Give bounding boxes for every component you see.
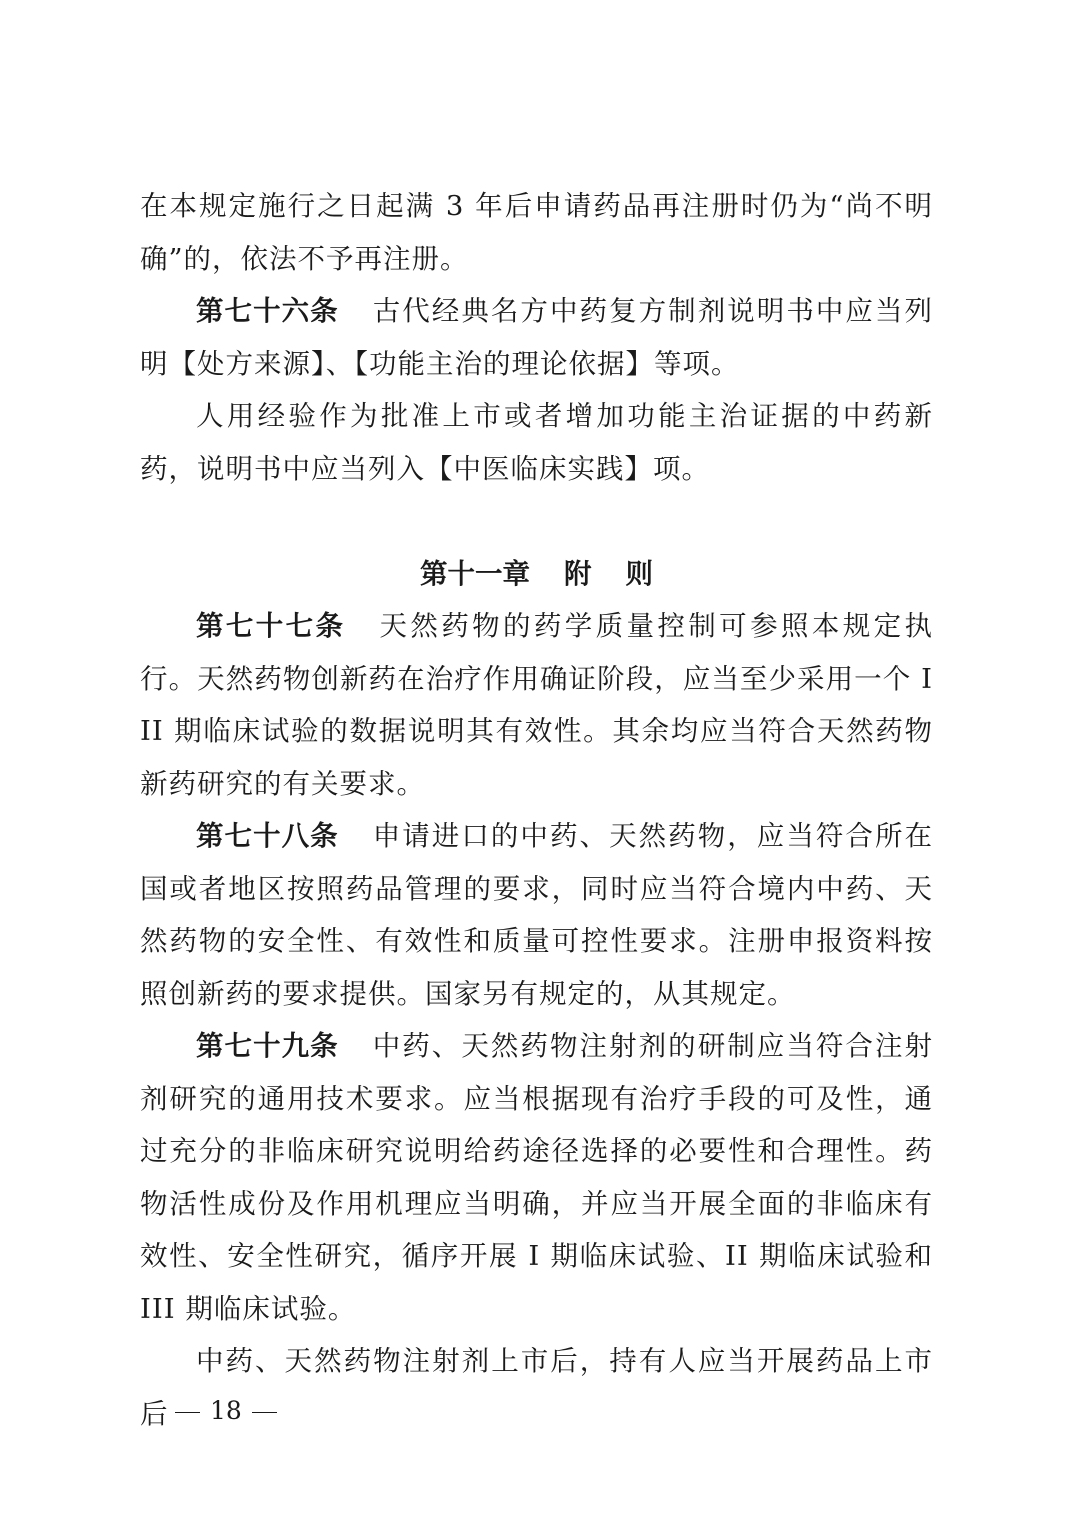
paragraph-group-top [140,180,933,495]
article-number: 第七十七条 [196,610,346,642]
paragraph [140,810,933,1020]
article-number: 第七十六条 [196,295,339,327]
footer-dash-right [252,1412,277,1414]
paragraph [140,285,933,390]
paragraph-text: 人用经验作为批准上市或者增加功能主治证据的中药新药，说明书中应当列入【中医临床实践】项。 [140,400,933,485]
paragraph [140,1020,933,1335]
article-number: 第七十八条 [196,820,339,852]
paragraph-text: 天然药物的药学质量控制可参照本规定执行。天然药物创新药在治疗作用确证阶段，应当至少采用一个 III 期临床试验的数据说明其有效性。其余均应当符合天然药物新药研究的有关要求。 [140,610,934,800]
article-number: 第七十九条 [196,1030,339,1062]
chapter-heading [140,495,933,600]
chapter-number: 第十一章 [420,558,530,590]
chapter-title-char-1: 附 [564,558,592,590]
paragraph [140,600,933,810]
paragraph-group-bottom [140,600,933,1440]
paragraph-text: 古代经典名方中药复方制剂说明书中应当列明【处方来源】、【功能主治的理论依据】等项。 [140,295,933,380]
paragraph [140,390,933,495]
paragraph-text: 中药、天然药物注射剂的研制应当符合注射剂研究的通用技术要求。应当根据现有治疗手段的可及性，通过充分的非临床研究说明给药途径选择的必要性和合理性。药物活性成份及作用机理应当明确，并应当开展全面的非临床有效性、安全性研究，循序开展 I 期临床试验、II 期临床试验和 III 期临床试验。 [140,1030,933,1325]
paragraph-text: 在本规定施行之日起满 3 年后申请药品再注册时仍为“尚不明确”的，依法不予再注册。 [140,190,933,275]
document-body [140,180,933,1440]
paragraph [140,180,933,285]
paragraph-text: 申请进口的中药、天然药物，应当符合所在国或者地区按照药品管理的要求，同时应当符合境内中药、天然药物的安全性、有效性和质量可控性要求。注册申报资料按照创新药的要求提供。国家另有规定的，从其规定。 [140,820,933,1010]
page-footer [165,1396,287,1426]
chapter-title-char-2: 则 [625,558,653,590]
footer-dash-left [175,1412,200,1414]
page-number: 18 [210,1396,242,1425]
paragraph-text: 中药、天然药物注射剂上市后，持有人应当开展药品上市后 [140,1345,933,1430]
